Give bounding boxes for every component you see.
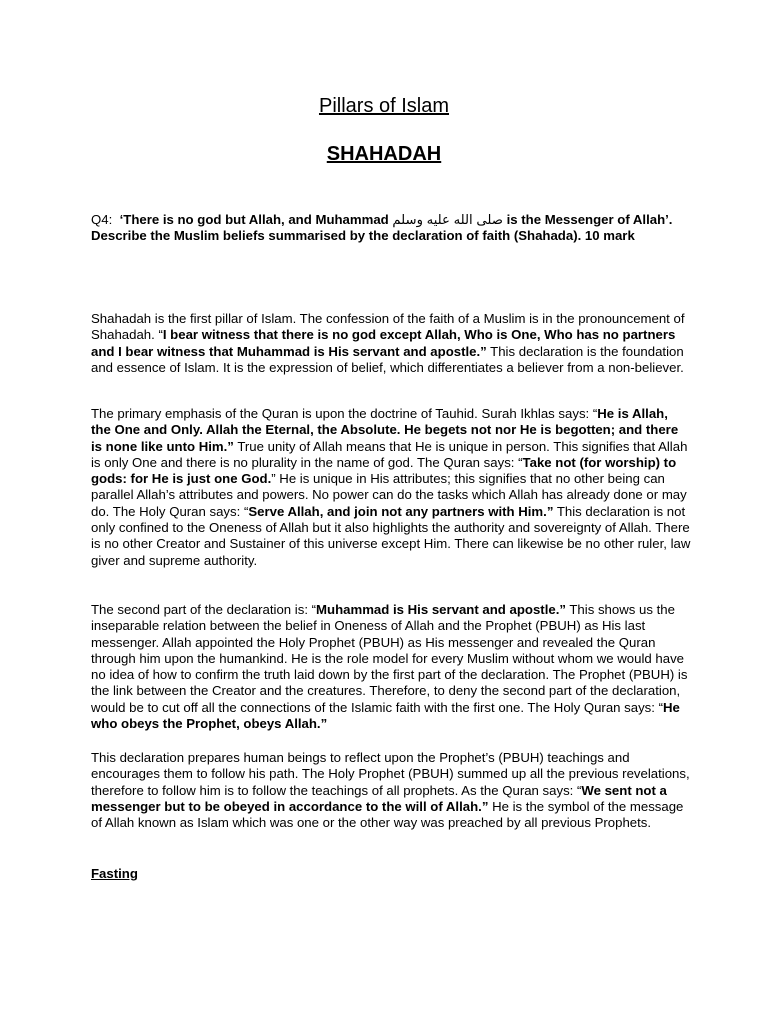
p4-text-c: He is the symbol of the message of Allah known as Islam which was one or the other way was preached by all previous Prophets. xyxy=(91,798,684,831)
p2-text-g: This declaration is not only confined to the Oneness of Allah but it also highlights the authority and sovereignty of Allah. There is no other Creator and Sustainer of this universe except Him. There can likewise be no other ruler, law giver and supreme authority. xyxy=(91,503,691,568)
question-text xyxy=(91,212,691,245)
section-heading-fasting: Fasting xyxy=(91,866,138,881)
p3-text-c: This shows us the inseparable relation between the belief in Oneness of Allah and the Prophet (PBUH) as His last messenger. Allah appointed the Holy Prophet (PBUH) as His messenger and revealed the Quran through him upon the humankind. He is the role model for every Muslim without whom we would have no idea of how to confirm the truth laid down by the first part of the declaration. The Prophet (PBUH) is the link between the Creator and the creatures. Therefore, to deny the second part of the declaration, would be to cut off all the connections of the Islamic faith with the first one. The Holy Quran says: “ xyxy=(91,602,688,715)
p2-text-a: The primary emphasis of the Quran is upon the doctrine of Tauhid. Surah Ikhlas says: “ xyxy=(91,406,598,421)
p2-quote-serve-allah: Serve Allah, and join not any partners with Him.” xyxy=(248,503,554,519)
question-part1: ‘There is no god but Allah, and Muhammad xyxy=(119,212,389,227)
p2-text-c: True unity of Allah means that He is unique in person. This signifies that Allah is only One and there is no plurality in the name of god. The Quran says: “ xyxy=(91,438,688,470)
arabic-salutation: صلى الله عليه وسلم xyxy=(392,212,503,227)
document-title: Pillars of Islam xyxy=(318,95,450,117)
question-part2: is the Messenger of Allah’. Describe the Muslim beliefs summarised by the declaration of faith (Shahada). 10 mark xyxy=(91,212,673,244)
paragraph-2 xyxy=(91,406,691,569)
p1-text-a: Shahadah is the first pillar of Islam. The confession of the faith of a Muslim is in the pronouncement of Shahadah. “ xyxy=(91,311,685,343)
paragraph-1 xyxy=(91,311,691,376)
p1-text-c: This declaration is the foundation and essence of Islam. It is the expression of belief, which differentiates a believer from a non-believer. xyxy=(91,343,684,375)
p2-quote-ikhlas: He is Allah, the One and Only. Allah the Eternal, the Absolute. He begets not nor He is begotten; and there is none like unto Him.” xyxy=(91,406,679,454)
p2-text-e: ” He is unique in His attributes; this signifies that no other being can parallel Allah’s attributes and powers. No power can do the tasks which Allah has already done or may do. The Holy Quran says: “ xyxy=(91,471,687,519)
paragraph-3 xyxy=(91,602,691,732)
p1-quote: I bear witness that there is no god except Allah, Who is One, Who has no partners and I bear witness that Muhammad is His servant and apostle.” xyxy=(91,327,676,359)
p4-quote-messenger: We sent not a messenger but to be obeyed in accordance to the will of Allah.” xyxy=(91,782,667,814)
paragraph-4 xyxy=(91,750,691,831)
section-heading-shahadah: SHAHADAH xyxy=(326,143,442,165)
p4-text-a: This declaration prepares human beings to reflect upon the Prophet’s (PBUH) teachings and encourages them to follow his path. The Holy Prophet (PBUH) summed up all the previous revelations, therefore to follow him is to follow the teachings of all prophets. As the Quran says: “ xyxy=(91,750,690,798)
p3-text-a: The second part of the declaration is: “ xyxy=(91,602,317,617)
question-prefix: Q4: xyxy=(91,212,113,227)
p3-quote-obeys: He who obeys the Prophet, obeys Allah.” xyxy=(91,699,680,732)
p2-quote-one-god: Take not (for worship) to gods: for He is just one God. xyxy=(91,454,677,487)
p3-quote-servant: Muhammad is His servant and apostle.” xyxy=(316,602,566,617)
